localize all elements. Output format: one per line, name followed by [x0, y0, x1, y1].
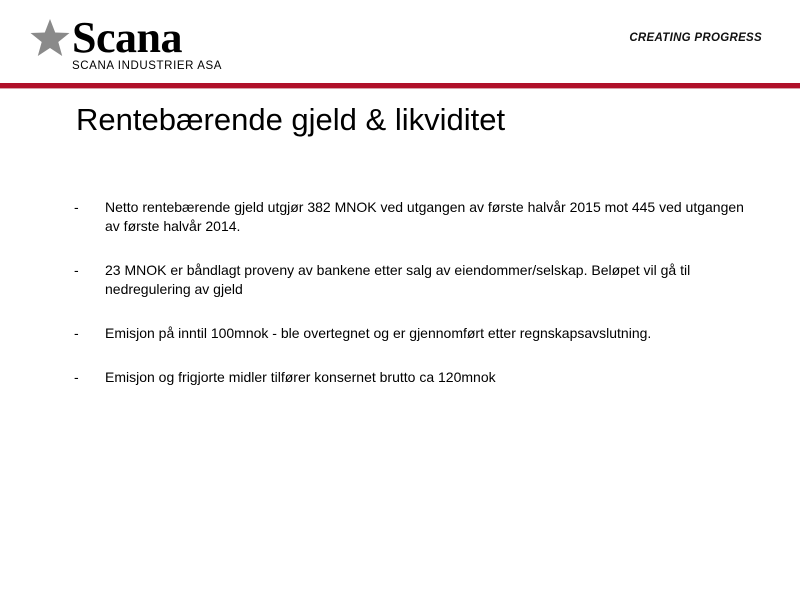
list-item — [74, 198, 744, 236]
logo-wordmark: Scana — [72, 13, 182, 62]
bullet-text: 23 MNOK er båndlagt proveny av bankene etter salg av eiendommer/selskap. Beløpet vil gå til nedregulering av gjeld — [105, 262, 691, 297]
logo-subtitle: SCANA INDUSTRIER ASA — [72, 60, 223, 72]
list-item — [74, 261, 744, 299]
tagline: CREATING PROGRESS — [629, 32, 762, 44]
header-divider-shadow — [0, 88, 800, 89]
bullet-marker: - — [74, 325, 79, 341]
bullet-text: Netto rentebærende gjeld utgjør 382 MNOK ved utgangen av første halvår 2015 mot 445 ved utgangen av første halvår 2014. — [105, 199, 744, 234]
slide-title: Rentebærende gjeld & likviditet — [76, 102, 506, 137]
star-icon — [30, 18, 70, 58]
bullet-marker: - — [74, 262, 79, 278]
bullet-marker: - — [74, 199, 79, 215]
bullet-text: Emisjon og frigjorte midler tilfører konsernet brutto ca 120mnok — [105, 369, 496, 385]
list-item — [74, 368, 744, 387]
bullet-marker: - — [74, 369, 79, 385]
bullet-text: Emisjon på inntil 100mnok - ble overtegnet og er gjennomført etter regnskapsavslutning. — [105, 325, 652, 341]
list-item — [74, 324, 744, 343]
bullet-list — [74, 198, 744, 387]
company-logo — [30, 14, 230, 76]
